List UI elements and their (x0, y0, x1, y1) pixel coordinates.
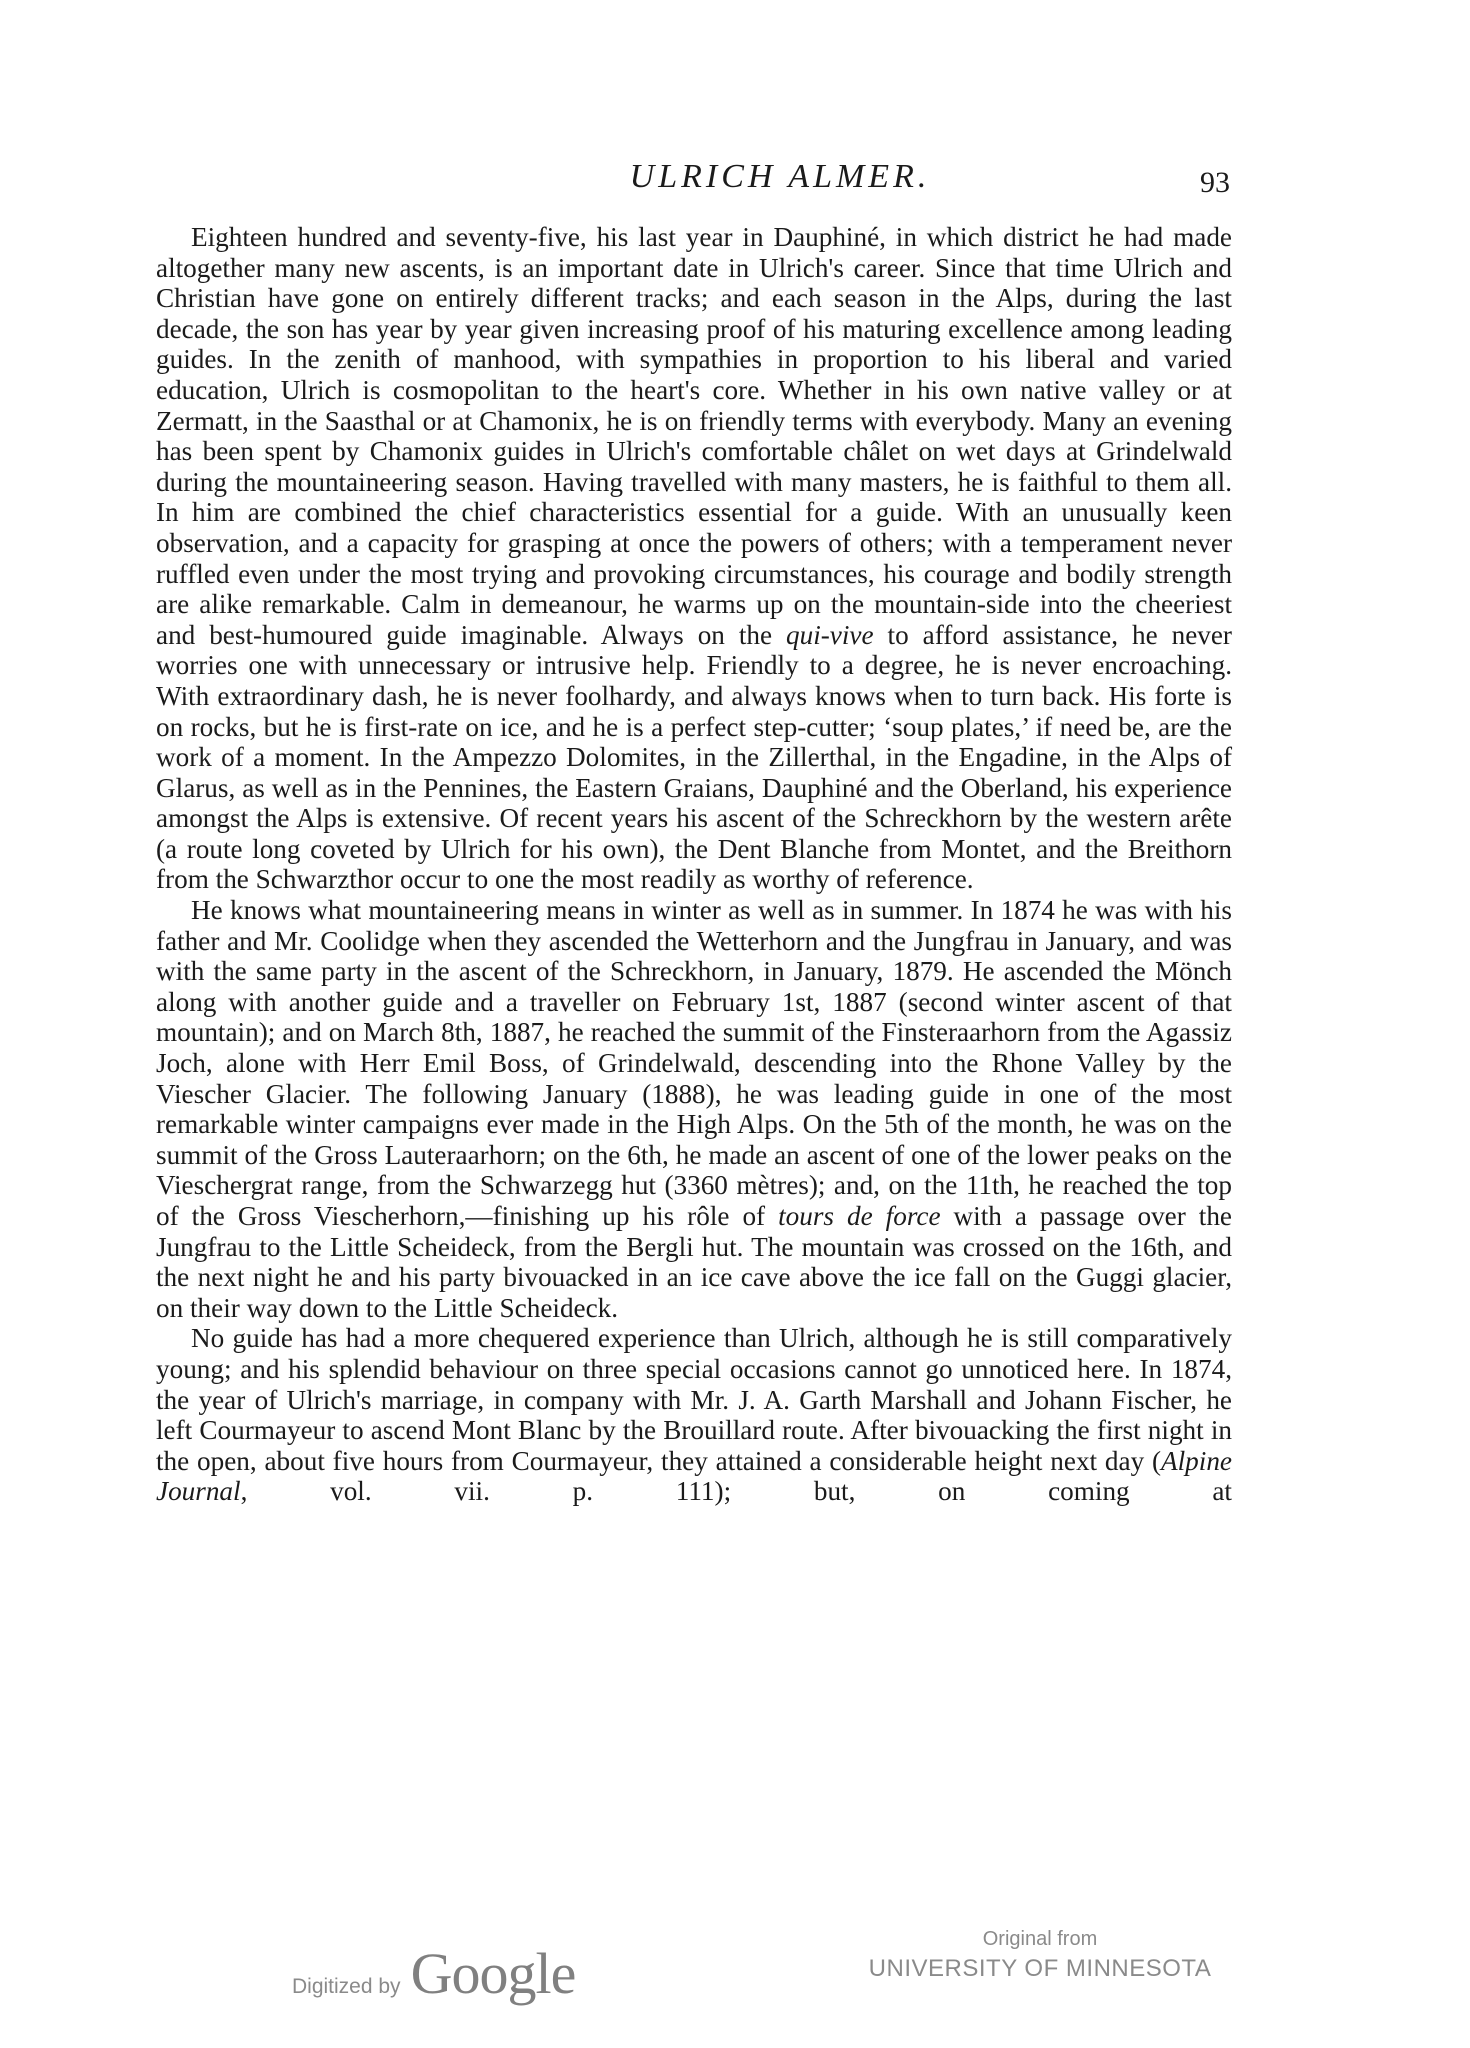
body-text (156, 222, 1232, 1507)
running-title: ULRICH ALMER. (629, 158, 931, 195)
digitized-by-label: Digitized by (292, 1975, 401, 1998)
text-run: He knows what mountaineering means in winter as well as in summer. In 1874 he was with his father and Mr. Coolidge when they ascended the Wetterhorn and the Jungfrau in January, and was with the same party in the ascent of the Schreckhorn, in January, 1879. He ascended the Mönch along with another guide and a traveller on February 1st, 1887 (second winter ascent of that mountain); and on March 8th, 1887, he reached the summit of the Finsteraarhorn from the Agassiz Joch, alone with Herr Emil Boss, of Grindelwald, descending into the Rhone Valley by the Viescher Glacier. The following January (1888), he was leading guide in one of the most remarkable winter campaigns ever made in the High Alps. On the 5th of the month, he was on the summit of the Gross Lauteraarhorn; on the 6th, he made an ascent of one of the lower peaks on the Vieschergrat range, from the Schwarzegg hut (3360 mètres); and, on the 11th, he reached the top of the Gross Viescherhorn,—finishing up his rôle of (156, 895, 1232, 1231)
page-number: 93 (1200, 166, 1230, 199)
italic-run: tours de force (778, 1201, 941, 1231)
italic-run: Alpine Journal (156, 1445, 1232, 1507)
google-logo: Google (410, 1941, 576, 2006)
paragraph-3 (156, 1323, 1232, 1507)
paragraph-2 (156, 895, 1232, 1323)
text-run: , vol. vii. p. 111); but, on coming at (240, 1476, 1232, 1507)
text-run: Eighteen hundred and seventy-five, his last year in Dauphiné, in which district he had made altogether many new ascents, is an important date in Ulrich's career. Since that time Ulrich and Christian have gone on entirely different tracks; and each season in the Alps, during the last decade, the son has year by year given increasing proof of his maturing excellence among leading guides. In the zenith of manhood, with sympathies in proportion to his liberal and varied education, Ulrich is cosmopolitan to the heart's core. Whether in his own native valley or at Zermatt, in the Saasthal or at Chamonix, he is on friendly terms with everybody. Many an evening has been spent by Chamonix guides in Ulrich's comfortable châlet on wet days at Grindelwald during the mountaineering season. Having travelled with many masters, he is faithful to them all. In him are combined the chief characteristics essential for a guide. With an unusually keen observation, and a capacity for grasping at once the powers of others; with a temperament never ruffled even under the most trying and provoking circumstances, his courage and bodily strength are alike remarkable. Calm in demeanour, he warms up on the mountain-side into the cheeriest and best-humoured guide imaginable. Always on the (156, 222, 1232, 650)
institution-label: UNIVERSITY OF MINNESOTA (868, 1955, 1212, 1982)
text-run: No guide has had a more chequered experience than Ulrich, although he is still comparatively young; and his splendid behaviour on three special occasions cannot go unnoticed here. In 1874, the year of Ulrich's marriage, in company with Mr. J. A. Garth Marshall and Johann Fischer, he left Courmayeur to ascend Mont Blanc by the Brouillard route. After bivouacking the first night in the open, about five hours from Courmayeur, they attained a considerable height next day ( (156, 1323, 1232, 1476)
text-run: to afford assistance, he never worries one with unnecessary or intrusive help. Friendly to a degree, he is never encroaching. With extraordinary dash, he is never foolhardy, and always knows when to turn back. His forte is on rocks, but he is first-rate on ice, and he is a perfect step-cutter; ‘soup plates,’ if need be, are the work of a moment. In the Ampezzo Dolomites, in the Zillerthal, in the Engadine, in the Alps of Glarus, as well as in the Pennines, the Eastern Graians, Dauphiné and the Oberland, his experience amongst the Alps is extensive. Of recent years his ascent of the Schreckhorn by the western arête (a route long coveted by Ulrich for his own), the Dent Blanche from Montet, and the Breithorn from the Schwarzthor occur to one the most readily as worthy of reference. (156, 619, 1232, 895)
original-from-label: Original from (982, 1928, 1098, 1950)
paragraph-1 (156, 222, 1232, 895)
digitized-by-watermark (292, 1940, 575, 2007)
text-run: with a passage over the Jungfrau to the Little Scheideck, from the Bergli hut. The mountain was crossed on the 16th, and the next night he and his party bivouacked in an ice cave above the ice fall on the Guggi glacier, on their way down to the Little Scheideck. (156, 1201, 1232, 1323)
original-source-watermark (850, 1928, 1230, 1983)
italic-run: qui-vive (786, 619, 874, 650)
